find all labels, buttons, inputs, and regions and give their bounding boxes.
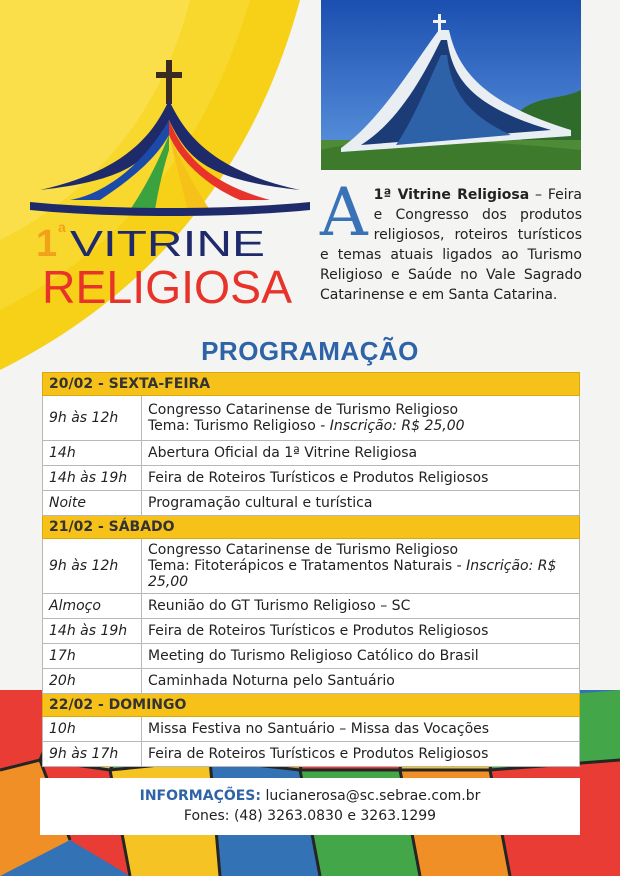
intro-paragraph xyxy=(320,174,582,305)
day-header-label: 20/02 - SEXTA-FEIRA xyxy=(43,373,580,396)
intro-lead: 1ª Vitrine Religiosa xyxy=(373,187,530,203)
time-cell: 14h às 19h xyxy=(43,466,142,491)
time-cell: Noite xyxy=(43,491,142,516)
info-label: INFORMAÇÕES: xyxy=(139,788,261,804)
program-table xyxy=(42,372,580,767)
table-row xyxy=(43,644,580,669)
event-logo xyxy=(30,60,310,320)
table-row xyxy=(43,742,580,767)
logo-number: 1 xyxy=(36,223,58,265)
intro-text: – Feira e Congresso dos produtos religiosos, roteiros turísticos e temas atuais ligados ao Turismo Religioso e Saúde no Vale Sagrado Catarinense e em Santa Catarina. xyxy=(320,187,582,303)
logo-word-religiosa: RELIGIOSA xyxy=(42,261,293,313)
table-row xyxy=(43,619,580,644)
time-cell: 17h xyxy=(43,644,142,669)
contact-box xyxy=(40,778,580,835)
day-header-label: 22/02 - DOMINGO xyxy=(43,694,580,717)
sanctuary-photo xyxy=(321,0,581,170)
activity-cell: Feira de Roteiros Turísticos e Produtos Religiosos xyxy=(142,619,580,644)
logo-word-vitrine: VITRINE xyxy=(70,223,265,264)
contact-email[interactable]: lucianerosa@sc.sebrae.com.br xyxy=(265,788,481,804)
table-row xyxy=(43,539,580,594)
activity-cell: Missa Festiva no Santuário – Missa das Vocações xyxy=(142,717,580,742)
activity-cell: Congresso Catarinense de Turismo Religioso Tema: Turismo Religioso - Inscrição: R$ 25,00 xyxy=(142,396,580,441)
time-cell: 9h às 12h xyxy=(43,539,142,594)
time-cell: 9h às 17h xyxy=(43,742,142,767)
activity-cell: Reunião do GT Turismo Religioso – SC xyxy=(142,594,580,619)
day-header xyxy=(43,516,580,539)
time-cell: 14h às 19h xyxy=(43,619,142,644)
activity-cell: Meeting do Turismo Religioso Católico do Brasil xyxy=(142,644,580,669)
table-row xyxy=(43,594,580,619)
time-cell: 14h xyxy=(43,441,142,466)
day-header xyxy=(43,373,580,396)
activity-cell: Caminhada Noturna pelo Santuário xyxy=(142,669,580,694)
day-header xyxy=(43,694,580,717)
activity-cell: Feira de Roteiros Turísticos e Produtos Religiosos xyxy=(142,466,580,491)
time-cell: Almoço xyxy=(43,594,142,619)
table-row xyxy=(43,441,580,466)
page-title: PROGRAMAÇÃO xyxy=(201,336,419,366)
activity-cell: Programação cultural e turística xyxy=(142,491,580,516)
intro-dropcap: A xyxy=(320,174,368,251)
contact-phones: Fones: (48) 3263.0830 e 3263.1299 xyxy=(183,808,437,824)
table-row xyxy=(43,396,580,441)
activity-cell: Feira de Roteiros Turísticos e Produtos Religiosos xyxy=(142,742,580,767)
activity-cell: Abertura Oficial da 1ª Vitrine Religiosa xyxy=(142,441,580,466)
table-row xyxy=(43,669,580,694)
table-row xyxy=(43,466,580,491)
table-row xyxy=(43,717,580,742)
day-header-label: 21/02 - SÁBADO xyxy=(43,516,580,539)
time-cell: 10h xyxy=(43,717,142,742)
time-cell: 9h às 12h xyxy=(43,396,142,441)
logo-sup: a xyxy=(58,219,66,235)
activity-cell: Congresso Catarinense de Turismo Religioso Tema: Fitoterápicos e Tratamentos Naturais - Inscrição: R$ 25,00 xyxy=(142,539,580,594)
table-row xyxy=(43,491,580,516)
time-cell: 20h xyxy=(43,669,142,694)
